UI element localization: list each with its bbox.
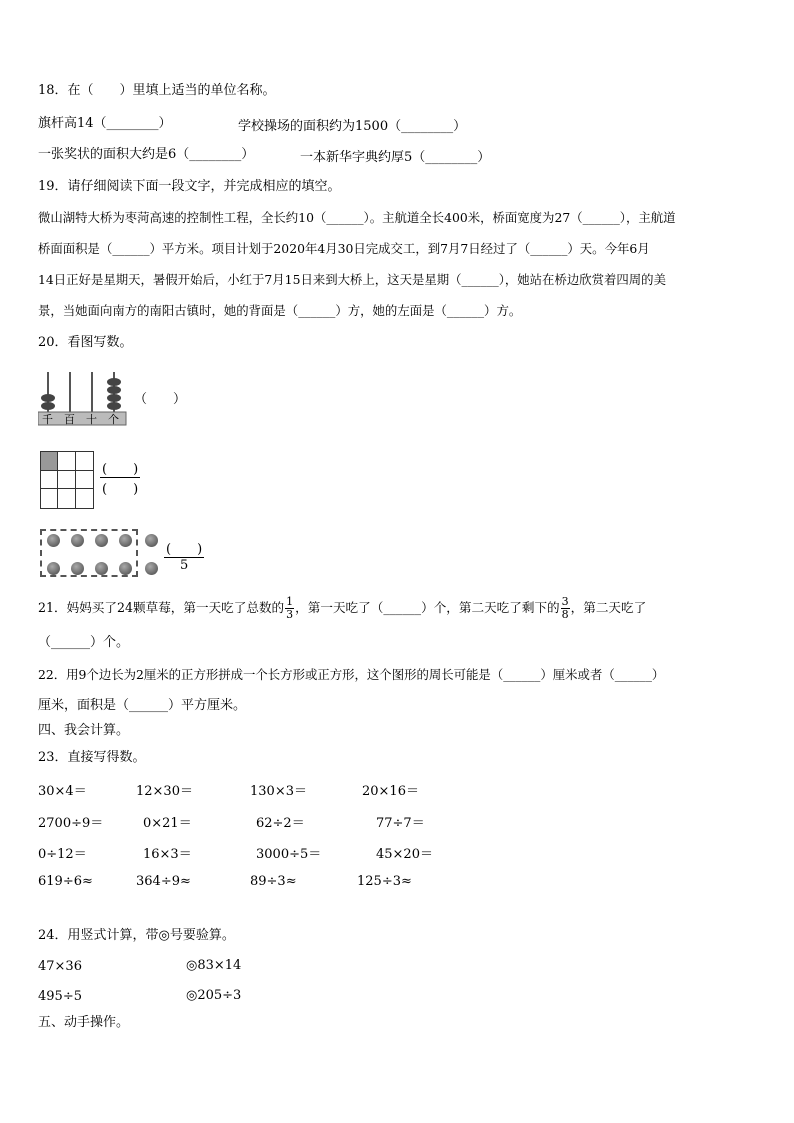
section-5-title: 五、动手操作。 [38, 1015, 130, 1030]
grid-fraction [100, 458, 140, 497]
calc-item: 619÷6≈ [38, 874, 93, 889]
calc-item: 364÷9≈ [136, 874, 191, 889]
fraction-den: 8 [561, 608, 569, 621]
grid-cell [76, 452, 93, 471]
fraction-three-eighths [561, 596, 570, 621]
bead [145, 562, 158, 575]
bead [71, 562, 84, 575]
calc-item: 89÷3≈ [250, 874, 297, 889]
q18-row2-a: 一张奖状的面积大约是6（________） [38, 147, 255, 162]
q21-text-c: ，第二天吃了 [570, 600, 647, 615]
q18-row2-b: 一本新华字典约厚5（________） [300, 150, 491, 165]
q20-title: 20．看图写数。 [38, 335, 133, 350]
grid-fraction-den: ( ) [102, 482, 139, 497]
grid-cell-shaded [41, 452, 58, 471]
q21-line1 [38, 596, 646, 621]
grid-fraction-num: ( ) [100, 458, 140, 478]
q19-title: 19．请仔细阅读下面一段文字，并完成相应的填空。 [38, 179, 341, 194]
grid-cell [76, 471, 93, 490]
bead [95, 562, 108, 575]
grid-figure [40, 451, 94, 509]
q24-title: 24．用竖式计算，带◎号要验算。 [38, 928, 235, 943]
bead [119, 534, 132, 547]
q19-line3: 14日正好是星期天，暑假开始后，小红于7月15日来到大桥上，这天是星期（______），她站在桥边欣赏着四周的美 [38, 272, 666, 287]
calc-item: 130×3＝ [250, 784, 307, 799]
section-4-title: 四、我会计算。 [38, 723, 130, 738]
fraction-den: 3 [286, 608, 294, 621]
q19-line1: 微山湖特大桥为枣菏高速的控制性工程，全长约10（______）。主航道全长400米，桥面宽度为27（______），主航道 [38, 210, 676, 225]
bead [47, 534, 60, 547]
calc-item: 20×16＝ [362, 784, 419, 799]
q18-row1-a: 旗杆高14（________） [38, 116, 172, 131]
q24-item: ◎83×14 [186, 958, 242, 973]
beads-fraction [164, 538, 204, 573]
abacus-label-tens: 十 [86, 413, 97, 426]
bead [95, 534, 108, 547]
q24-item: 495÷5 [38, 989, 82, 1004]
beads-fraction-num: ( ) [164, 538, 204, 558]
abacus-label-thousands: 千 [42, 413, 53, 426]
calc-item: 16×3＝ [143, 847, 192, 862]
calc-item: 45×20＝ [376, 847, 433, 862]
q24-item: ◎205÷3 [186, 988, 242, 1003]
calc-item: 2700÷9＝ [38, 816, 104, 831]
q18-row1-b: 学校操场的面积约为1500（________） [238, 119, 467, 134]
q21-text-a: 21．妈妈买了24颗草莓，第一天吃了总数的 [38, 600, 285, 615]
q22-line2: 厘米，面积是（______）平方厘米。 [38, 698, 247, 713]
grid-cell [58, 489, 75, 508]
abacus-answer: （ ） [134, 392, 187, 407]
calc-item: 0×21＝ [143, 816, 192, 831]
calc-item: 77÷7＝ [376, 816, 425, 831]
fraction-num: 1 [286, 595, 294, 608]
q21-text-b: ，第一天吃了（______）个，第二天吃了剩下的 [295, 600, 560, 615]
q19-line4: 景，当她面向南方的南阳古镇时，她的背面是（______）方，她的左面是（______）方。 [38, 303, 522, 318]
q23-title: 23．直接写得数。 [38, 750, 146, 765]
calc-item: 3000÷5＝ [256, 847, 322, 862]
abacus-label-ones: 个 [108, 413, 119, 426]
bead [119, 562, 132, 575]
q21-line2: （______）个。 [38, 635, 130, 650]
calc-item: 0÷12＝ [38, 847, 87, 862]
q19-line2: 桥面面积是（______）平方米。项目计划于2020年4月30日完成交工，到7月7日经过了（______）天。今年6月 [38, 241, 650, 256]
bead [145, 534, 158, 547]
calc-item: 30×4＝ [38, 784, 87, 799]
grid-cell [41, 489, 58, 508]
grid-cell [58, 471, 75, 490]
q22-line1: 22．用9个边长为2厘米的正方形拼成一个长方形或正方形，这个图形的周长可能是（______）厘米或者（______） [38, 667, 665, 682]
calc-item: 125÷3≈ [357, 874, 412, 889]
bead [47, 562, 60, 575]
q24-item: 47×36 [38, 959, 82, 974]
grid-cell [76, 489, 93, 508]
q18-title: 18．在（ ）里填上适当的单位名称。 [38, 83, 276, 98]
grid-cell [58, 452, 75, 471]
fraction-one-third [285, 596, 294, 621]
beads-fraction-den: 5 [179, 558, 189, 573]
grid-cell [41, 471, 58, 490]
abacus-label-hundreds: 百 [64, 413, 75, 426]
fraction-num: 3 [561, 595, 569, 608]
calc-item: 62÷2＝ [256, 816, 305, 831]
calc-item: 12×30＝ [136, 784, 193, 799]
bead [71, 534, 84, 547]
abacus-figure [38, 368, 130, 426]
